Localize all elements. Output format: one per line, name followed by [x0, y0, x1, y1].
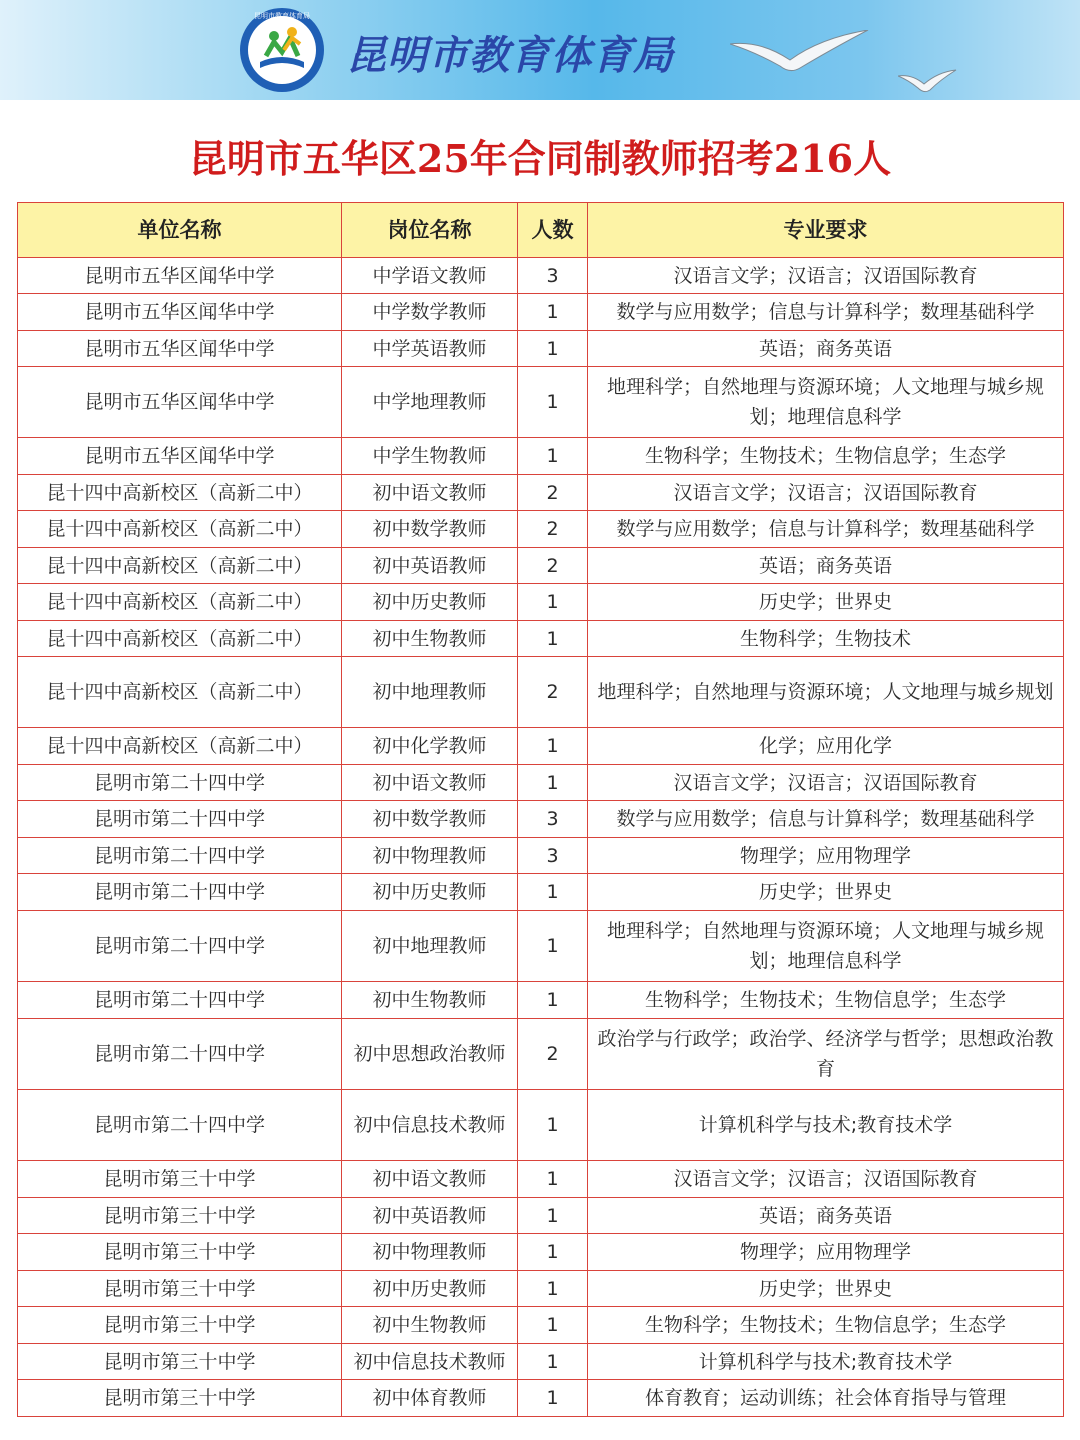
- cell-unit-name: 昆明市五华区闻华中学: [18, 294, 342, 331]
- cell-post-name: 初中地理教师: [342, 657, 518, 728]
- cell-post-name: 初中信息技术教师: [342, 1090, 518, 1161]
- cell-unit-name: 昆明市五华区闻华中学: [18, 258, 342, 294]
- table-row: [18, 1161, 1064, 1198]
- cell-major-requirement: 体育教育；运动训练；社会体育指导与管理: [588, 1380, 1064, 1417]
- cell-post-name: 初中语文教师: [342, 765, 518, 801]
- cell-major-requirement: 生物科学；生物技术；生物信息学；生态学: [588, 438, 1064, 475]
- column-header: 人数: [518, 203, 588, 258]
- cell-headcount: 1: [518, 911, 588, 982]
- cell-post-name: 初中英语教师: [342, 548, 518, 584]
- cell-major-requirement: 汉语言文学；汉语言；汉语国际教育: [588, 1161, 1064, 1198]
- table-row: [18, 1234, 1064, 1271]
- cell-unit-name: 昆明市第二十四中学: [18, 765, 342, 801]
- table-row: [18, 1198, 1064, 1234]
- cell-headcount: 1: [518, 728, 588, 765]
- cell-headcount: 2: [518, 1019, 588, 1090]
- cell-unit-name: 昆明市第三十中学: [18, 1271, 342, 1307]
- table-row: [18, 584, 1064, 621]
- education-bureau-logo: [238, 6, 326, 94]
- cell-headcount: 1: [518, 621, 588, 657]
- svg-text:昆明市教育体育局: 昆明市教育体育局: [254, 12, 310, 20]
- cell-unit-name: 昆明市第二十四中学: [18, 874, 342, 911]
- cell-major-requirement: 历史学；世界史: [588, 584, 1064, 621]
- cell-headcount: 1: [518, 1161, 588, 1198]
- cell-headcount: 2: [518, 657, 588, 728]
- cell-unit-name: 昆明市第二十四中学: [18, 838, 342, 874]
- column-header: 单位名称: [18, 203, 342, 258]
- cell-post-name: 初中语文教师: [342, 475, 518, 511]
- cell-headcount: 1: [518, 1344, 588, 1380]
- cell-unit-name: 昆明市五华区闻华中学: [18, 367, 342, 438]
- cell-unit-name: 昆明市第二十四中学: [18, 911, 342, 982]
- cell-post-name: 初中体育教师: [342, 1380, 518, 1417]
- column-header: 专业要求: [588, 203, 1064, 258]
- table-row: [18, 548, 1064, 584]
- page-title: 昆明市五华区25年合同制教师招考216人: [188, 136, 892, 181]
- cell-post-name: 中学生物教师: [342, 438, 518, 475]
- cell-unit-name: 昆明市五华区闻华中学: [18, 331, 342, 367]
- cell-headcount: 1: [518, 1307, 588, 1344]
- cell-headcount: 3: [518, 838, 588, 874]
- cell-headcount: 1: [518, 367, 588, 438]
- cell-unit-name: 昆明市第三十中学: [18, 1234, 342, 1271]
- cell-headcount: 1: [518, 982, 588, 1019]
- cell-post-name: 初中物理教师: [342, 838, 518, 874]
- cell-headcount: 1: [518, 584, 588, 621]
- cell-major-requirement: 汉语言文学；汉语言；汉语国际教育: [588, 765, 1064, 801]
- cell-unit-name: 昆明市第二十四中学: [18, 801, 342, 838]
- cell-post-name: 初中英语教师: [342, 1198, 518, 1234]
- table-row: [18, 838, 1064, 874]
- table-row: [18, 1090, 1064, 1161]
- table-row: [18, 801, 1064, 838]
- cell-unit-name: 昆十四中高新校区（高新二中）: [18, 548, 342, 584]
- cell-major-requirement: 英语；商务英语: [588, 548, 1064, 584]
- cell-headcount: 2: [518, 475, 588, 511]
- cell-major-requirement: 生物科学；生物技术；生物信息学；生态学: [588, 982, 1064, 1019]
- cell-headcount: 1: [518, 1234, 588, 1271]
- cell-unit-name: 昆十四中高新校区（高新二中）: [18, 511, 342, 548]
- cell-post-name: 初中生物教师: [342, 1307, 518, 1344]
- cell-major-requirement: 汉语言文学；汉语言；汉语国际教育: [588, 475, 1064, 511]
- table-row: [18, 657, 1064, 728]
- table-row: [18, 258, 1064, 294]
- cell-headcount: 1: [518, 438, 588, 475]
- table-row: [18, 367, 1064, 438]
- cell-headcount: 1: [518, 1198, 588, 1234]
- cell-post-name: 初中物理教师: [342, 1234, 518, 1271]
- recruitment-table: [17, 202, 1064, 1417]
- cell-post-name: 初中地理教师: [342, 911, 518, 982]
- cell-major-requirement: 英语；商务英语: [588, 331, 1064, 367]
- cell-unit-name: 昆十四中高新校区（高新二中）: [18, 657, 342, 728]
- cell-headcount: 2: [518, 511, 588, 548]
- cell-headcount: 1: [518, 1090, 588, 1161]
- cell-major-requirement: 政治学与行政学；政治学、经济学与哲学；思想政治教育: [588, 1019, 1064, 1090]
- cell-post-name: 中学语文教师: [342, 258, 518, 294]
- cell-headcount: 1: [518, 331, 588, 367]
- cell-major-requirement: 历史学；世界史: [588, 1271, 1064, 1307]
- seagull-icon: [730, 30, 870, 80]
- table-header-row: [18, 203, 1064, 258]
- cell-major-requirement: 英语；商务英语: [588, 1198, 1064, 1234]
- seagull-icon-small: [898, 66, 958, 96]
- table-row: [18, 438, 1064, 475]
- cell-unit-name: 昆明市第三十中学: [18, 1307, 342, 1344]
- cell-headcount: 3: [518, 258, 588, 294]
- cell-unit-name: 昆明市第二十四中学: [18, 982, 342, 1019]
- table-row: [18, 874, 1064, 911]
- cell-unit-name: 昆明市第三十中学: [18, 1344, 342, 1380]
- cell-post-name: 初中数学教师: [342, 511, 518, 548]
- table-row: [18, 1344, 1064, 1380]
- cell-post-name: 初中历史教师: [342, 584, 518, 621]
- cell-unit-name: 昆明市第三十中学: [18, 1161, 342, 1198]
- cell-headcount: 1: [518, 874, 588, 911]
- cell-headcount: 3: [518, 801, 588, 838]
- cell-headcount: 1: [518, 765, 588, 801]
- cell-major-requirement: 地理科学；自然地理与资源环境；人文地理与城乡规划: [588, 657, 1064, 728]
- table-row: [18, 294, 1064, 331]
- cell-major-requirement: 生物科学；生物技术；生物信息学；生态学: [588, 1307, 1064, 1344]
- table-row: [18, 1307, 1064, 1344]
- cell-headcount: 1: [518, 1271, 588, 1307]
- cell-post-name: 初中化学教师: [342, 728, 518, 765]
- cell-major-requirement: 历史学；世界史: [588, 874, 1064, 911]
- cell-unit-name: 昆十四中高新校区（高新二中）: [18, 584, 342, 621]
- table-row: [18, 982, 1064, 1019]
- cell-headcount: 2: [518, 548, 588, 584]
- cell-unit-name: 昆明市第二十四中学: [18, 1090, 342, 1161]
- cell-headcount: 1: [518, 294, 588, 331]
- cell-post-name: 中学数学教师: [342, 294, 518, 331]
- cell-post-name: 中学地理教师: [342, 367, 518, 438]
- org-name: 昆明市教育体育局: [346, 33, 674, 79]
- cell-unit-name: 昆十四中高新校区（高新二中）: [18, 728, 342, 765]
- header-banner: [0, 0, 1080, 100]
- cell-major-requirement: 生物科学；生物技术: [588, 621, 1064, 657]
- cell-major-requirement: 计算机科学与技术;教育技术学: [588, 1090, 1064, 1161]
- cell-major-requirement: 物理学；应用物理学: [588, 1234, 1064, 1271]
- table-row: [18, 511, 1064, 548]
- cell-unit-name: 昆明市第三十中学: [18, 1380, 342, 1417]
- table-row: [18, 621, 1064, 657]
- cell-post-name: 初中信息技术教师: [342, 1344, 518, 1380]
- cell-post-name: 初中生物教师: [342, 982, 518, 1019]
- cell-post-name: 初中历史教师: [342, 874, 518, 911]
- cell-post-name: 初中思想政治教师: [342, 1019, 518, 1090]
- column-header: 岗位名称: [342, 203, 518, 258]
- table-row: [18, 1380, 1064, 1417]
- table-row: [18, 765, 1064, 801]
- table-row: [18, 728, 1064, 765]
- table-row: [18, 911, 1064, 982]
- cell-post-name: 初中数学教师: [342, 801, 518, 838]
- cell-major-requirement: 化学；应用化学: [588, 728, 1064, 765]
- cell-post-name: 初中生物教师: [342, 621, 518, 657]
- table-row: [18, 331, 1064, 367]
- cell-post-name: 中学英语教师: [342, 331, 518, 367]
- cell-unit-name: 昆十四中高新校区（高新二中）: [18, 621, 342, 657]
- cell-major-requirement: 物理学；应用物理学: [588, 838, 1064, 874]
- cell-major-requirement: 数学与应用数学；信息与计算科学；数理基础科学: [588, 511, 1064, 548]
- cell-post-name: 初中语文教师: [342, 1161, 518, 1198]
- cell-headcount: 1: [518, 1380, 588, 1417]
- cell-unit-name: 昆明市第二十四中学: [18, 1019, 342, 1090]
- cell-major-requirement: 数学与应用数学；信息与计算科学；数理基础科学: [588, 294, 1064, 331]
- cell-unit-name: 昆十四中高新校区（高新二中）: [18, 475, 342, 511]
- cell-major-requirement: 汉语言文学；汉语言；汉语国际教育: [588, 258, 1064, 294]
- table-row: [18, 1019, 1064, 1090]
- table-row: [18, 475, 1064, 511]
- cell-major-requirement: 地理科学；自然地理与资源环境；人文地理与城乡规划；地理信息科学: [588, 367, 1064, 438]
- cell-major-requirement: 数学与应用数学；信息与计算科学；数理基础科学: [588, 801, 1064, 838]
- cell-major-requirement: 地理科学；自然地理与资源环境；人文地理与城乡规划；地理信息科学: [588, 911, 1064, 982]
- table-row: [18, 1271, 1064, 1307]
- cell-post-name: 初中历史教师: [342, 1271, 518, 1307]
- cell-major-requirement: 计算机科学与技术;教育技术学: [588, 1344, 1064, 1380]
- cell-unit-name: 昆明市第三十中学: [18, 1198, 342, 1234]
- cell-unit-name: 昆明市五华区闻华中学: [18, 438, 342, 475]
